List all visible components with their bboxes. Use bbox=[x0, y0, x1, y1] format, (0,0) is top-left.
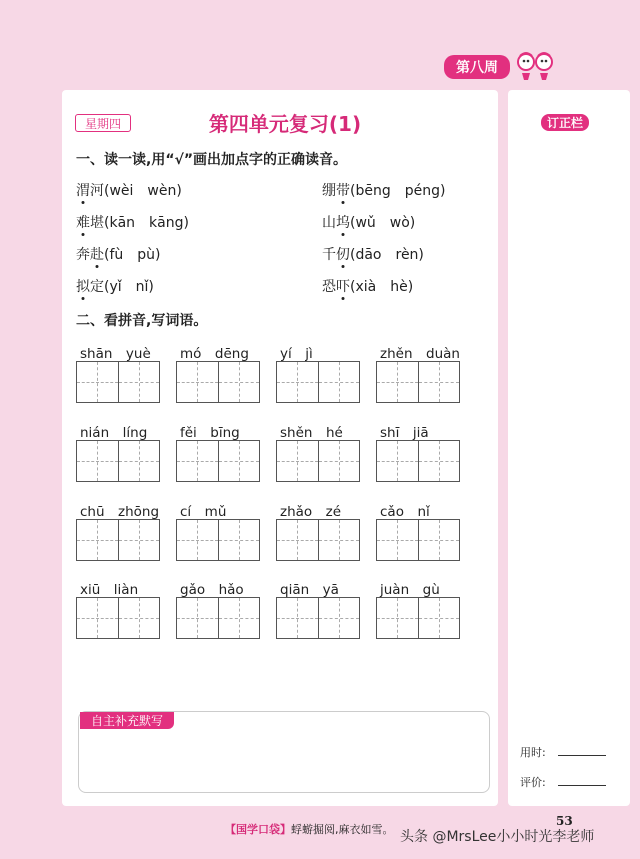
eval-input-line[interactable] bbox=[558, 785, 606, 786]
writing-grid[interactable] bbox=[376, 440, 460, 482]
writing-cell[interactable] bbox=[418, 598, 460, 638]
reading-item bbox=[76, 180, 182, 200]
writing-grid[interactable] bbox=[76, 361, 160, 403]
writing-cell[interactable] bbox=[118, 441, 160, 481]
time-label: 用时: bbox=[520, 746, 546, 759]
writing-grid[interactable] bbox=[76, 440, 160, 482]
writing-cell[interactable] bbox=[118, 362, 160, 402]
reading-item bbox=[76, 212, 189, 232]
reading-options[interactable]: (kān kāng) bbox=[104, 215, 189, 231]
writing-grid[interactable] bbox=[376, 597, 460, 639]
writing-cell[interactable] bbox=[277, 362, 318, 402]
eval-label: 评价: bbox=[520, 776, 546, 789]
reading-word: 山坞 bbox=[322, 215, 350, 231]
writing-grid[interactable] bbox=[376, 519, 460, 561]
writing-cell[interactable] bbox=[377, 520, 418, 560]
reading-word: 渭河 bbox=[76, 183, 104, 199]
writing-cell[interactable] bbox=[318, 441, 360, 481]
pinyin-label: shěn hé bbox=[280, 425, 343, 441]
reading-options[interactable]: (xià hè) bbox=[350, 279, 414, 295]
writing-cell[interactable] bbox=[418, 362, 460, 402]
reading-options[interactable]: (wèi wèn) bbox=[104, 183, 182, 199]
reading-item bbox=[322, 212, 415, 232]
writing-cell[interactable] bbox=[177, 598, 218, 638]
writing-grid[interactable] bbox=[376, 361, 460, 403]
writing-cell[interactable] bbox=[418, 520, 460, 560]
section2-title: 二、看拼音,写词语。 bbox=[76, 313, 208, 329]
writing-cell[interactable] bbox=[177, 441, 218, 481]
pinyin-label: chū zhōng bbox=[80, 504, 160, 520]
watermark: 头条 @MrsLee小小时光李老师 bbox=[400, 829, 595, 845]
reading-word: 拟定 bbox=[76, 279, 104, 295]
writing-cell[interactable] bbox=[77, 441, 118, 481]
time-input-line[interactable] bbox=[558, 755, 606, 756]
writing-grid[interactable] bbox=[76, 519, 160, 561]
reading-item bbox=[322, 180, 445, 200]
page-number: 53 bbox=[556, 814, 573, 828]
reading-word: 奔赴 bbox=[76, 247, 104, 263]
writing-cell[interactable] bbox=[277, 520, 318, 560]
writing-grid[interactable] bbox=[276, 519, 360, 561]
pinyin-label: xiū liàn bbox=[80, 582, 139, 598]
writing-cell[interactable] bbox=[177, 520, 218, 560]
pinyin-label: fěi bīng bbox=[180, 425, 240, 441]
correction-column bbox=[508, 90, 630, 806]
writing-cell[interactable] bbox=[77, 362, 118, 402]
writing-cell[interactable] bbox=[418, 441, 460, 481]
writing-cell[interactable] bbox=[277, 441, 318, 481]
reading-word: 千仞 bbox=[322, 247, 350, 263]
writing-cell[interactable] bbox=[77, 598, 118, 638]
reading-item bbox=[76, 244, 161, 264]
writing-cell[interactable] bbox=[318, 598, 360, 638]
footer-quote bbox=[225, 821, 394, 837]
pinyin-label: mó dēng bbox=[180, 346, 249, 362]
writing-grid[interactable] bbox=[276, 361, 360, 403]
pinyin-label: nián líng bbox=[80, 425, 148, 441]
writing-cell[interactable] bbox=[77, 520, 118, 560]
reading-word: 绷带 bbox=[322, 183, 350, 199]
writing-grid[interactable] bbox=[176, 361, 260, 403]
writing-cell[interactable] bbox=[377, 362, 418, 402]
writing-cell[interactable] bbox=[218, 362, 260, 402]
pinyin-label: zhěn duàn bbox=[380, 346, 460, 362]
pinyin-label: gǎo hǎo bbox=[180, 582, 244, 598]
writing-cell[interactable] bbox=[377, 598, 418, 638]
reading-item bbox=[322, 276, 413, 296]
footer-brand: 【国学口袋】 bbox=[225, 823, 291, 836]
writing-grid[interactable] bbox=[276, 440, 360, 482]
week-tab: 第八周 bbox=[444, 55, 510, 79]
pinyin-label: cǎo nǐ bbox=[380, 504, 430, 520]
footer-text: 蜉蝣掘阅,麻衣如雪。 bbox=[291, 823, 394, 836]
writing-cell[interactable] bbox=[318, 520, 360, 560]
reading-word: 恐吓 bbox=[322, 279, 350, 295]
section1-title: 一、读一读,用“√”画出加点字的正确读音。 bbox=[76, 152, 348, 168]
writing-cell[interactable] bbox=[277, 598, 318, 638]
correction-label: 订正栏 bbox=[541, 114, 589, 131]
pinyin-label: zhǎo zé bbox=[280, 504, 342, 520]
writing-cell[interactable] bbox=[218, 520, 260, 560]
writing-cell[interactable] bbox=[218, 441, 260, 481]
writing-cell[interactable] bbox=[218, 598, 260, 638]
mascot-icon bbox=[514, 48, 558, 82]
reading-options[interactable]: (bēng péng) bbox=[350, 183, 446, 199]
pinyin-label: juàn gù bbox=[380, 582, 440, 598]
writing-cell[interactable] bbox=[118, 520, 160, 560]
writing-grid[interactable] bbox=[276, 597, 360, 639]
writing-grid[interactable] bbox=[176, 597, 260, 639]
writing-cell[interactable] bbox=[318, 362, 360, 402]
self-dictation-label: 自主补充默写 bbox=[80, 712, 174, 729]
pinyin-label: shān yuè bbox=[80, 346, 151, 362]
writing-grid[interactable] bbox=[176, 440, 260, 482]
page-title: 第四单元复习(1) bbox=[208, 112, 362, 136]
writing-grid[interactable] bbox=[176, 519, 260, 561]
pinyin-label: qiān yā bbox=[280, 582, 339, 598]
pinyin-label: shī jiā bbox=[380, 425, 429, 441]
day-badge: 星期四 bbox=[75, 114, 131, 132]
writing-cell[interactable] bbox=[118, 598, 160, 638]
reading-item bbox=[76, 276, 154, 296]
reading-options[interactable]: (dāo rèn) bbox=[350, 247, 424, 263]
reading-word: 难堪 bbox=[76, 215, 104, 231]
reading-options[interactable]: (yǐ nǐ) bbox=[104, 279, 154, 295]
reading-item bbox=[322, 244, 424, 264]
pinyin-label: cí mǔ bbox=[180, 504, 227, 520]
writing-grid[interactable] bbox=[76, 597, 160, 639]
reading-options[interactable]: (fù pù) bbox=[104, 247, 161, 263]
reading-options[interactable]: (wǔ wò) bbox=[350, 215, 416, 231]
writing-cell[interactable] bbox=[377, 441, 418, 481]
pinyin-label: yí jì bbox=[280, 346, 313, 362]
writing-cell[interactable] bbox=[177, 362, 218, 402]
